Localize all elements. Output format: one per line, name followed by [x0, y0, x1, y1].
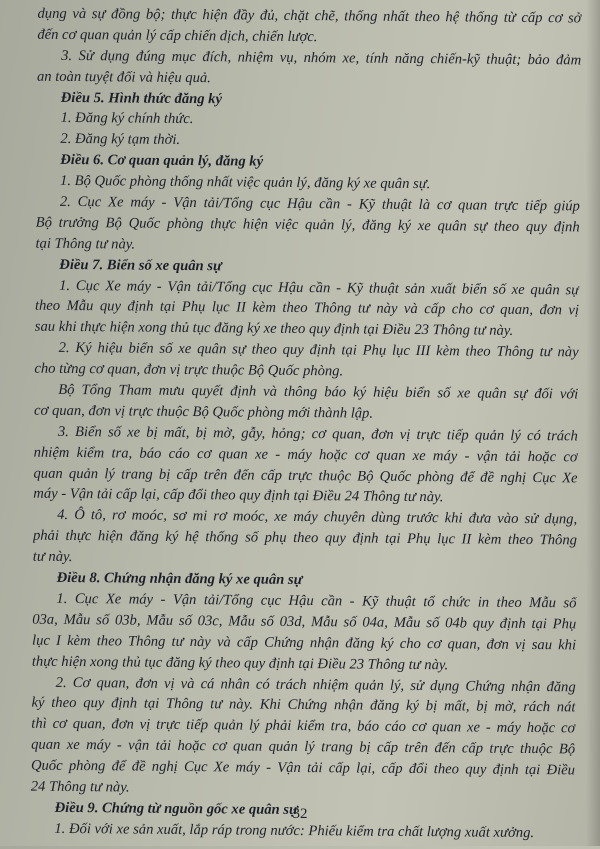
text-line: an toàn tuyệt đối và hiệu quả. — [36, 68, 211, 86]
article-heading: Điều 5. Hình thức đăng ký — [60, 89, 223, 107]
text-line: tư này. — [32, 548, 73, 566]
article-heading: Điều 6. Cơ quan quản lý, đăng ký — [60, 152, 264, 170]
text-line: tại Thông tư này. — [35, 235, 136, 253]
text-line: 1. Đối với xe sản xuất, lắp ráp trong nước: Phiếu kiểm tra chất lượng xuất xưởng. — [54, 820, 535, 841]
text-line: 2. Cục Xe máy - Vận tải/Tổng cục Hậu cần - Kỹ thuật là cơ quan trực tiếp giúp — [59, 193, 580, 215]
text-line: ký theo quy định tại Thông tư này. Khi Chứng nhận đăng ký bị mất, bị mờ, rách nát — [31, 695, 576, 716]
text-line: cơ quan, đơn vị trực thuộc Bộ Quốc phòng mới thành lập. — [34, 402, 374, 422]
text-line: 2. Đăng ký tạm thời. — [60, 131, 181, 149]
article-heading: Điều 9. Chứng từ nguồn gốc xe quân sự — [54, 799, 298, 818]
page-edge-shadow — [586, 0, 600, 846]
text-line: 1. Bộ Quốc phòng thống nhất việc quản lý, đăng ký xe quân sự. — [60, 173, 431, 193]
text-line: Quốc phòng để đề nghị Cục Xe máy - Vận tải cấp lại, cấp đổi theo quy định tại Điều — [30, 757, 576, 779]
text-line: theo Mẫu quy định tại Phụ lục II kèm theo Thông tư này và cấp cho cơ quan, đơn vị — [34, 298, 580, 319]
text-line: lục I kèm theo Thông tư này và cấp Chứng nhận đăng ký cho cơ quan, đơn vị sau khi — [31, 632, 577, 654]
text-line: nhiệm kiểm tra, báo cáo cơ quan xe - máy hoặc cơ quan xe máy - vận tải hoặc cơ — [33, 444, 578, 466]
text-line: 24 Thông tư này. — [30, 778, 130, 796]
text-line: cho từng cơ quan, đơn vị trực thuộc Bộ Quốc phòng. — [34, 360, 344, 380]
text-line: 3. Biển số xe bị mất, bị mờ, gẫy, hỏng; cơ quan, đơn vị trực tiếp quản lý có trách — [57, 423, 578, 445]
text-line: 1. Cục Xe máy - Vận tải/Tổng cục Hậu cần - Kỹ thuật sản xuất biển số xe quân sự — [59, 277, 580, 299]
text-line: Bộ Tổng Tham mưu quyết định và thông báo ký hiệu biển số xe quân sự đối với — [58, 381, 579, 403]
text-line: 2. Cơ quan, đơn vị và cá nhân có trách nhiệm quản lý, sử dụng Chứng nhận đăng — [55, 674, 576, 695]
text-line: 1. Đăng ký chính thức. — [60, 110, 194, 128]
text-line: quan xe máy - vận tải hoặc cơ quan quản lý trang bị cấp trên đến cấp trực thuộc Bộ — [31, 736, 576, 758]
text-line: 3. Sử dụng đúng mục đích, nhiệm vụ, nhóm xe, tính năng chiến-kỹ thuật; bảo đảm — [61, 47, 582, 69]
text-line: thực hiện xong thủ tục đăng ký theo quy định tại Điều 23 Thông tư này. — [31, 653, 449, 673]
text-line: máy - Vận tải cấp lại, cấp đổi theo quy định tại Điều 24 Thông tư này. — [33, 486, 444, 506]
text-line: 1. Cục Xe máy - Vận tải/Tổng cục Hậu cần - Kỹ thuật tổ chức in theo Mẫu số — [56, 590, 577, 612]
text-line: 2. Ký hiệu biển số xe quân sự theo quy định tại Phụ lục III kèm theo Thông tư này — [58, 340, 579, 361]
document-body — [30, 4, 581, 844]
text-line: 4. Ô tô, rơ moóc, sơ mi rơ moóc, xe máy chuyên dùng trước khi đưa vào sử dụng, — [57, 507, 578, 528]
text-line: dụng và sự đồng bộ; thực hiện đầy đủ, chặt chẽ, thống nhất theo hệ thống từ cấp cơ sở — [37, 5, 582, 27]
text-line: sau khi thực hiện xong thủ tục đăng ký xe theo quy định tại Điều 23 Thông tư này. — [34, 319, 514, 340]
text-line: quan quản lý trang bị cấp trên đến cấp trực thuộc Bộ Quốc phòng để đề nghị Cục Xe — [33, 465, 578, 487]
text-line: thì cơ quan, đơn vị trực tiếp quản lý phải kiểm tra, báo cáo cơ quan xe - máy hoặc cơ — [31, 715, 576, 737]
text-line: 03a, Mẫu số 03b, Mẫu số 03c, Mẫu số 03d, Mẫu số 04a, Mẫu số 04b quy định tại Phụ — [32, 611, 577, 633]
text-line: Bộ trưởng Bộ Quốc phòng thực hiện việc quản lý, đăng ký xe quân sự theo quy định — [35, 214, 580, 236]
page-number: 32 — [292, 806, 308, 822]
text-line: đến cơ quan quản lý cấp chiến dịch, chiến lược. — [37, 26, 318, 46]
article-heading: Điều 7. Biển số xe quân sự — [59, 256, 222, 274]
text-line: phải thực hiện đăng ký hệ thống số phụ theo quy định tại Phụ lục II kèm theo Thông — [32, 527, 578, 549]
article-heading: Điều 8. Chứng nhận đăng ký xe quân sự — [56, 569, 303, 589]
